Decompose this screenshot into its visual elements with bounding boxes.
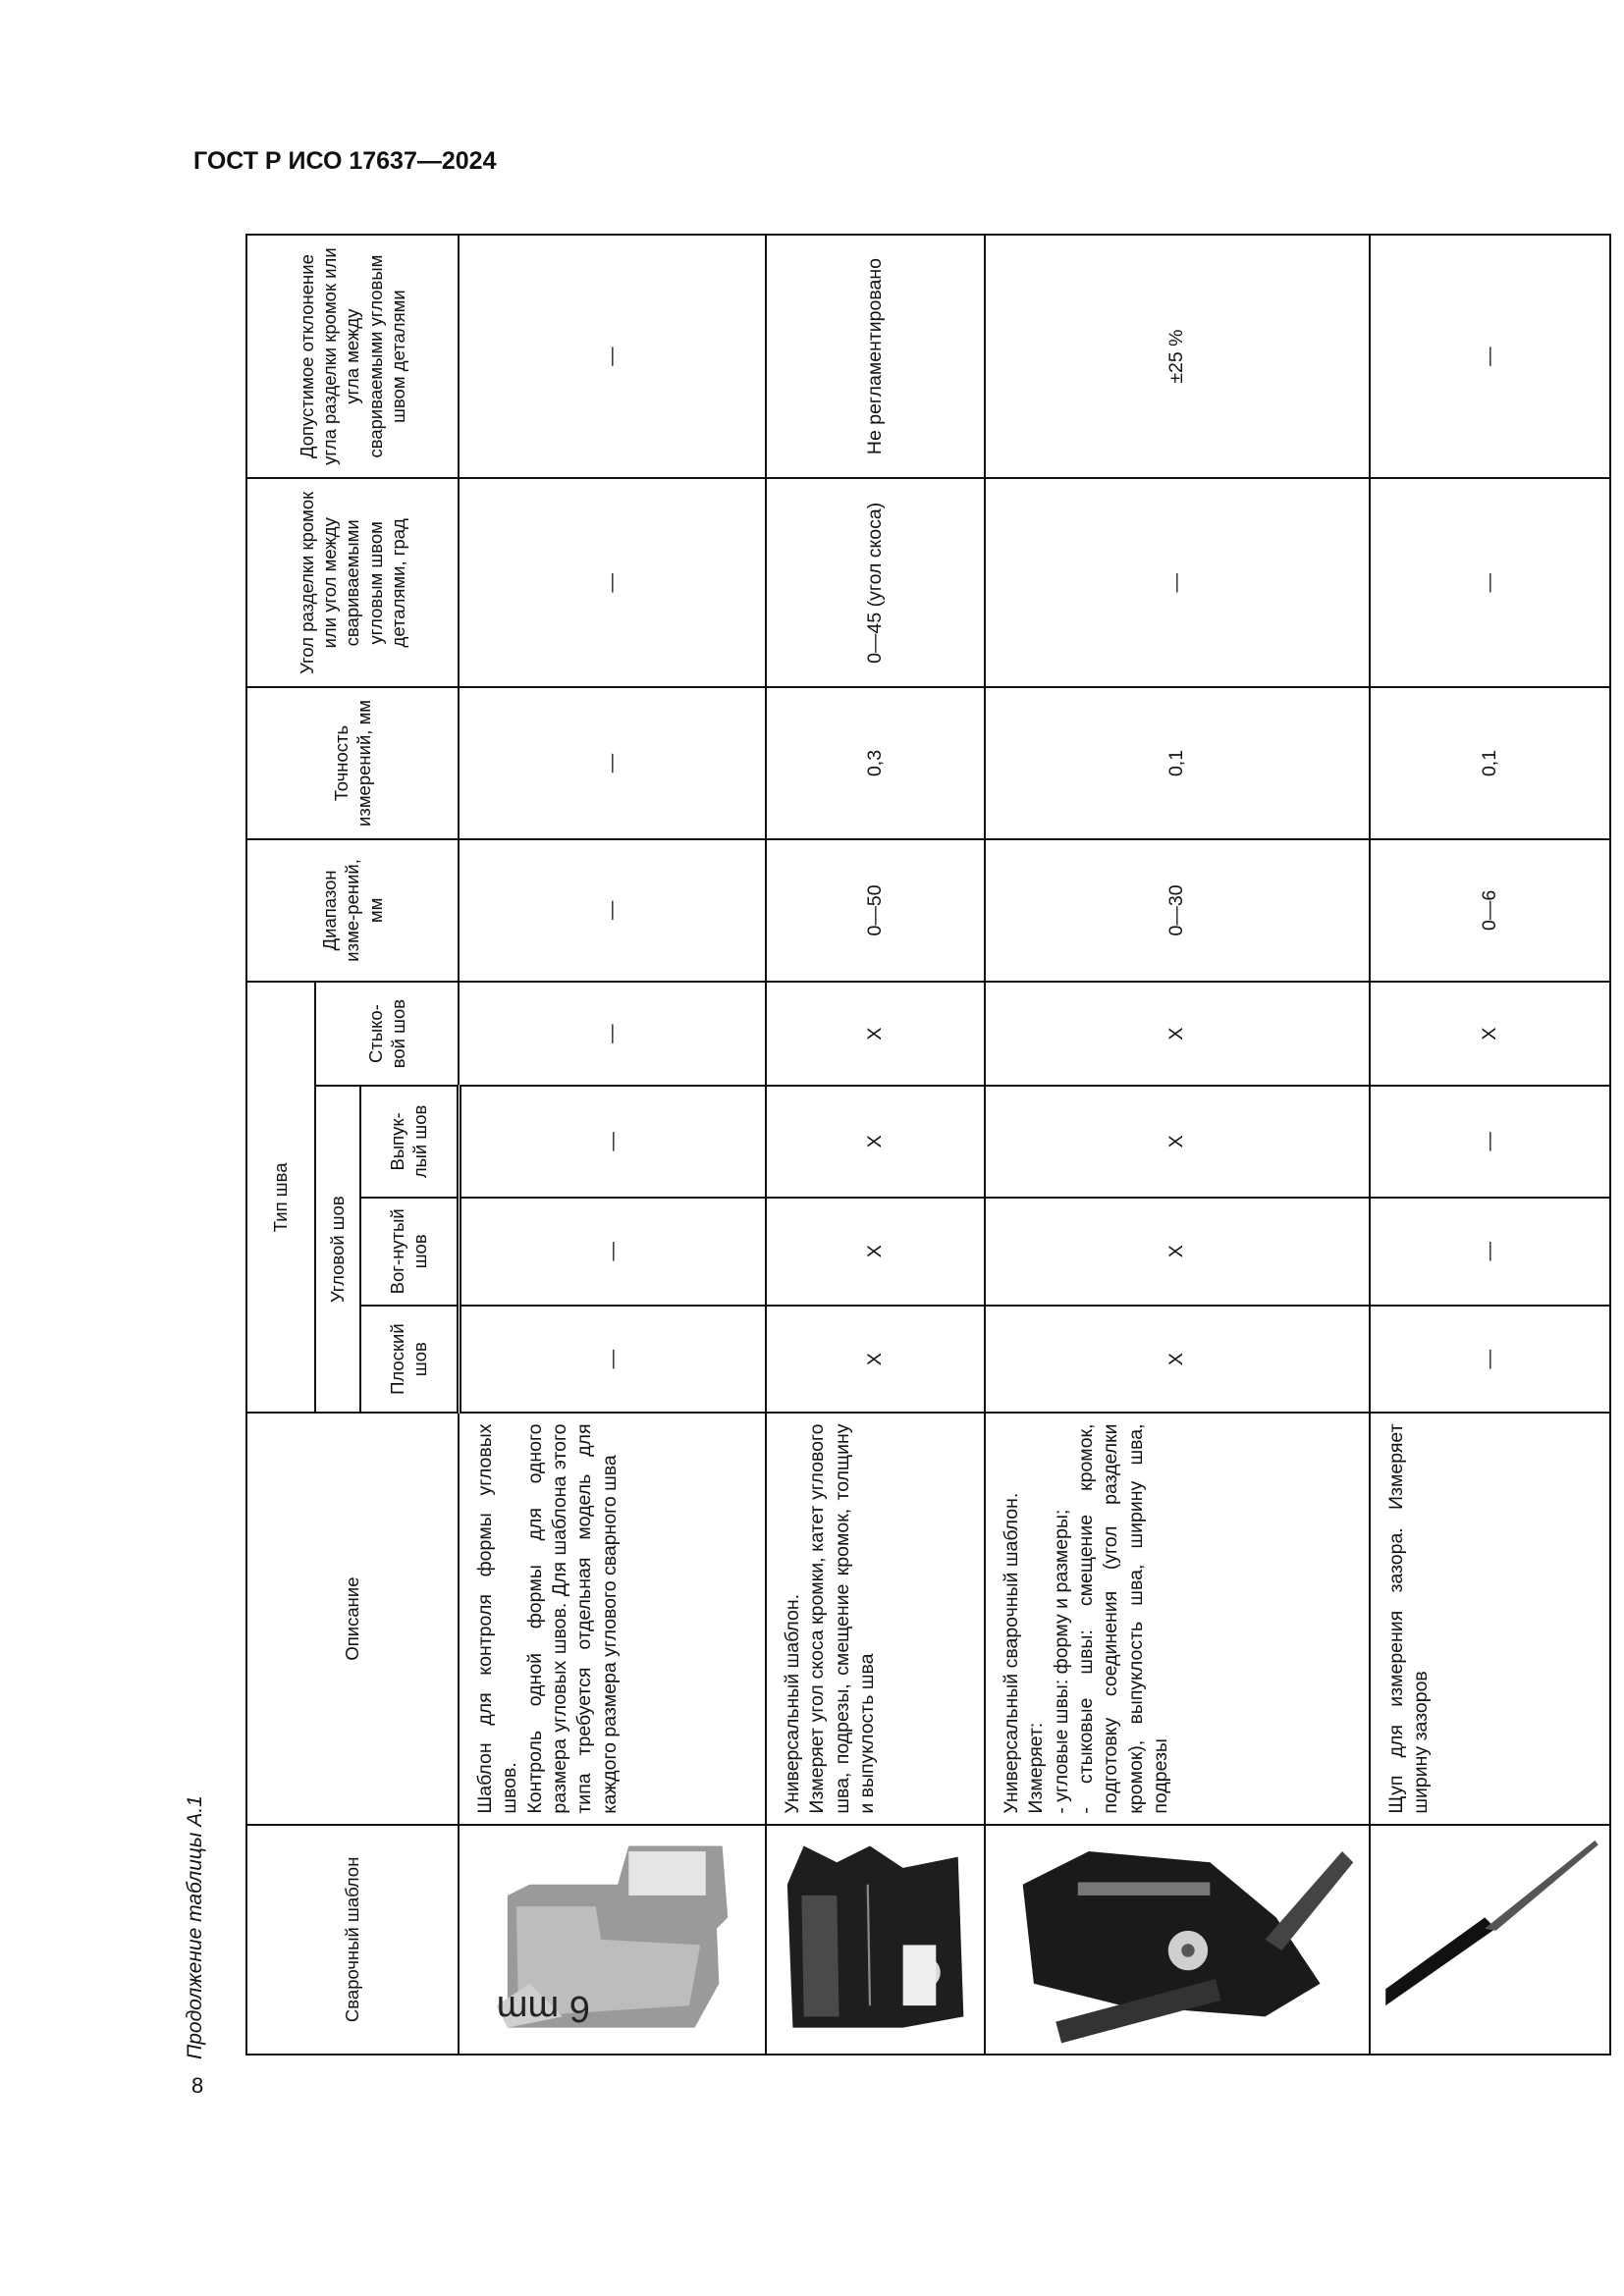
col-header-weld-type: Тип шва bbox=[246, 982, 315, 1413]
document-header: ГОСТ Р ИСО 17637—2024 bbox=[193, 147, 497, 175]
description-line: Щуп для измерения зазора. Измеряет ширину зазоров bbox=[1384, 1423, 1432, 1814]
tolerance-cell: — bbox=[1370, 235, 1611, 478]
col-header-accuracy: Точность измерений, мм bbox=[246, 687, 459, 838]
table-row bbox=[985, 235, 1369, 2055]
accuracy-cell: — bbox=[459, 687, 766, 838]
range-cell: 0—50 bbox=[766, 839, 985, 983]
convex-cell: X bbox=[766, 1086, 985, 1198]
range-cell: 0—6 bbox=[1370, 839, 1611, 983]
gauge-size-label: 6 mm bbox=[496, 1988, 591, 2031]
tolerance-cell: — bbox=[459, 235, 766, 478]
convex-cell: — bbox=[459, 1086, 766, 1198]
col-header-angle: Угол разделки кромок или угол между свариваемыми угловым швом деталями, град bbox=[246, 478, 459, 687]
universal-gauge-photo-icon bbox=[771, 1830, 980, 2050]
convex-cell: X bbox=[985, 1086, 1369, 1198]
angle-cell: — bbox=[459, 478, 766, 687]
convex-cell: — bbox=[1370, 1086, 1611, 1198]
flat-cell: X bbox=[766, 1306, 985, 1414]
tolerance-cell: Не регламентировано bbox=[766, 235, 985, 478]
description-line: - угловые швы: форму и размеры; bbox=[1050, 1509, 1072, 1814]
butt-cell: X bbox=[985, 982, 1369, 1086]
col-header-tolerance: Допустимое отклонение угла разделки кромок или угла между свариваемыми угловым швом деталями bbox=[246, 235, 459, 478]
page-number: 8 bbox=[191, 2073, 204, 2098]
col-header-convex: Выпук-лый шов bbox=[360, 1086, 459, 1198]
butt-cell: X bbox=[1370, 982, 1611, 1086]
universal-welding-gauge-photo bbox=[985, 1825, 1369, 2055]
description-cell bbox=[985, 1413, 1369, 1824]
description-cell bbox=[766, 1413, 985, 1824]
col-header-concave: Вог-нутый шов bbox=[360, 1198, 459, 1306]
description-cell bbox=[1370, 1413, 1611, 1824]
universal-gauge-photo bbox=[766, 1825, 985, 2055]
concave-cell: X bbox=[985, 1198, 1369, 1306]
rotated-table-container bbox=[245, 234, 1503, 2056]
col-header-flat: Плоский шов bbox=[360, 1306, 459, 1414]
butt-cell: X bbox=[766, 982, 985, 1086]
description-line: Измеряет: bbox=[1025, 1722, 1048, 1814]
butt-cell: — bbox=[459, 982, 766, 1086]
description-line: Шаблон для контроля формы угловых швов. bbox=[474, 1423, 521, 1814]
col-header-butt: Стыко-вой шов bbox=[315, 982, 459, 1086]
description-line: - стыковые швы: смещение кромок, подготовку соединения (угол разделки кромок), выпуклость шва, ширину шва, подрезы bbox=[1075, 1423, 1172, 1814]
description-line: Контроль одной формы для одного размера угловых швов. Для шаблона этого типа требуется отдельная модель для каждого размера углового сварного шва bbox=[523, 1423, 621, 1814]
accuracy-cell: 0,1 bbox=[1370, 687, 1611, 838]
col-header-description: Описание bbox=[246, 1413, 459, 1824]
tolerance-cell: ±25 % bbox=[985, 235, 1369, 478]
table-row bbox=[766, 235, 985, 2055]
description-line: Измеряет угол скоса кромки, катет углового шва, подрезы, смещение кромок, толщину и выпуклость шва bbox=[806, 1423, 878, 1814]
flat-cell: — bbox=[459, 1306, 766, 1414]
fillet-gauge-photo-icon bbox=[463, 1830, 761, 2050]
col-header-range: Диапазон изме-рений, мм bbox=[246, 839, 459, 983]
gauge-table bbox=[245, 234, 1611, 2056]
flat-cell: — bbox=[1370, 1306, 1611, 1414]
description-cell bbox=[459, 1413, 766, 1824]
universal-welding-gauge-photo-icon bbox=[990, 1830, 1364, 2050]
feeler-probe-photo bbox=[1370, 1825, 1611, 2055]
concave-cell: — bbox=[1370, 1198, 1611, 1306]
table-continuation-label: Продолжение таблицы А.1 bbox=[184, 1795, 206, 2059]
col-header-template: Сварочный шаблон bbox=[246, 1825, 459, 2055]
angle-cell: — bbox=[985, 478, 1369, 687]
range-cell: — bbox=[459, 839, 766, 983]
feeler-probe-photo-icon bbox=[1375, 1830, 1606, 2050]
range-cell: 0—30 bbox=[985, 839, 1369, 983]
flat-cell: X bbox=[985, 1306, 1369, 1414]
col-header-fillet: Угловой шов bbox=[315, 1086, 360, 1414]
accuracy-cell: 0,3 bbox=[766, 687, 985, 838]
concave-cell: — bbox=[459, 1198, 766, 1306]
description-line: Универсальный шаблон. bbox=[781, 1593, 803, 1814]
table-row bbox=[459, 235, 766, 2055]
table-row bbox=[1370, 235, 1611, 2055]
concave-cell: X bbox=[766, 1198, 985, 1306]
description-line: Универсальный сварочный шаблон. bbox=[1001, 1492, 1023, 1814]
angle-cell: 0—45 (угол скоса) bbox=[766, 478, 985, 687]
fillet-gauge-photo bbox=[459, 1825, 766, 2055]
angle-cell: — bbox=[1370, 478, 1611, 687]
accuracy-cell: 0,1 bbox=[985, 687, 1369, 838]
